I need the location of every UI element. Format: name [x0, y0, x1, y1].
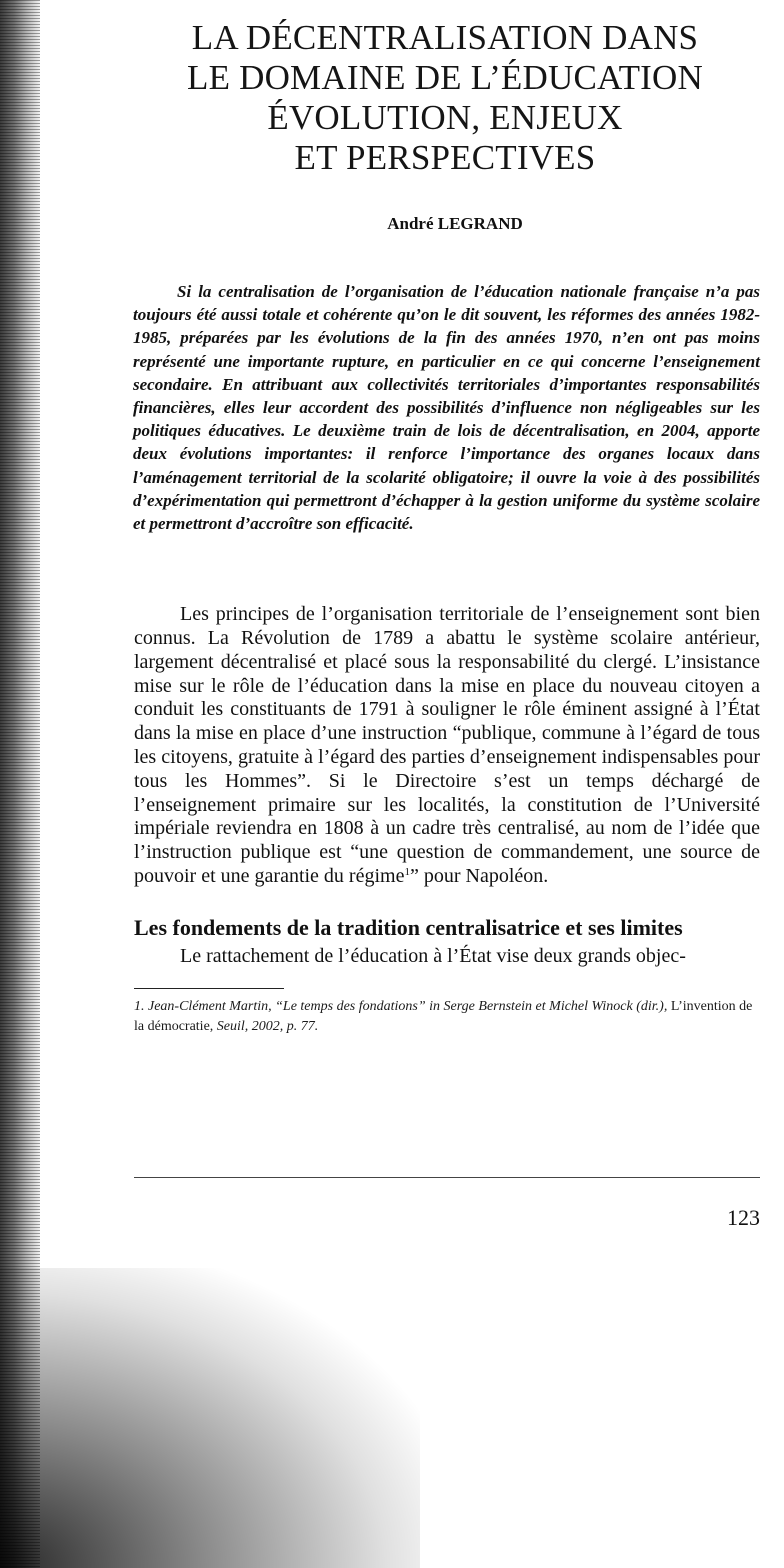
- section-heading: Les fondements de la tradition centralisatrice et ses limites: [134, 914, 683, 940]
- title-line: ET PERSPECTIVES: [294, 138, 596, 177]
- page-number: 123: [727, 1205, 760, 1230]
- article-title: [130, 18, 760, 178]
- author-name: André LEGRAND: [387, 214, 523, 233]
- page-bottom-rule: [134, 1177, 760, 1178]
- paragraph-text: Les principes de l’organisation territoriale de l’enseignement sont bien connus. La Révolution de 1789 a abattu le système scolaire antérieur, largement décentralisé et placé sous la responsabilité du clergé. L’insistance mise sur le rôle de l’éducation dans la mise en place du nouveau citoyen a conduit les constituants de 1791 à souligner le rôle éminent assigné à l’État dans la mise en place d’une instruction “publique, commune à l’égard de tous les citoyens, gratuite à l’égard des parties d’enseignement indispensables pour tous les Hommes”. Si le Directoire s’est un temps déchargé de l’enseignement primaire sur les localités, la constitution de l’Université impériale reviendra en 1808 à un cadre très centralisé, au nom de l’idée que l’instruction publique est “une question de commandement, une source de pouvoir et une garantie du régime: [134, 603, 760, 887]
- scan-shadow: [0, 1268, 420, 1568]
- paragraph-text-end: ” pour Napoléon.: [409, 865, 549, 887]
- body-paragraph-continued: Le rattachement de l’éducation à l’État vise deux grands objec-: [180, 944, 686, 967]
- footnote-authors: Jean-Clément Martin, “Le temps des fondations” in Serge Bernstein et Michel Winock (dir.),: [148, 998, 668, 1014]
- title-line: LA DÉCENTRALISATION DANS: [191, 18, 699, 57]
- footnote-publisher: Seuil, 2002, p. 77.: [216, 1018, 319, 1034]
- abstract: Si la centralisation de l’organisation de l’éducation nationale française n’a pas toujours été aussi totale et cohérente qu’on le dit souvent, les réformes des années 1982-1985, préparées par les évolutions de la fin des années 1970, n’en ont pas moins représenté une importante rupture, en particulier en ce qui concerne l’enseignement secondaire. En attribuant aux collectivités territoriales d’importantes responsabilités financières, elles leur accordent des possibilités d’influence non négligeables sur les politiques éducatives. Le deuxième train de lois de décentralisation, en 2004, apporte deux évolutions importantes: il renforce l’importance des organes locaux dans l’aménagement territorial de la scolarité obligatoire; il ouvre la voie à des possibilités d’expérimentation qui permettront d’échapper à la gestion uniforme du système scolaire et permettront d’accroître son efficacité.: [133, 282, 760, 534]
- title-line: ÉVOLUTION, ENJEUX: [267, 98, 623, 137]
- footnote-divider: [134, 988, 284, 989]
- footnote-book-title: L’invention de la démocratie,: [134, 998, 753, 1034]
- footnote-number: 1.: [134, 998, 145, 1014]
- article-page: [130, 18, 760, 1037]
- title-line: LE DOMAINE DE L’ÉDUCATION: [186, 58, 703, 97]
- footnote: [134, 997, 760, 1037]
- footnote-reference[interactable]: 1: [404, 866, 410, 878]
- body-paragraph: [134, 603, 760, 889]
